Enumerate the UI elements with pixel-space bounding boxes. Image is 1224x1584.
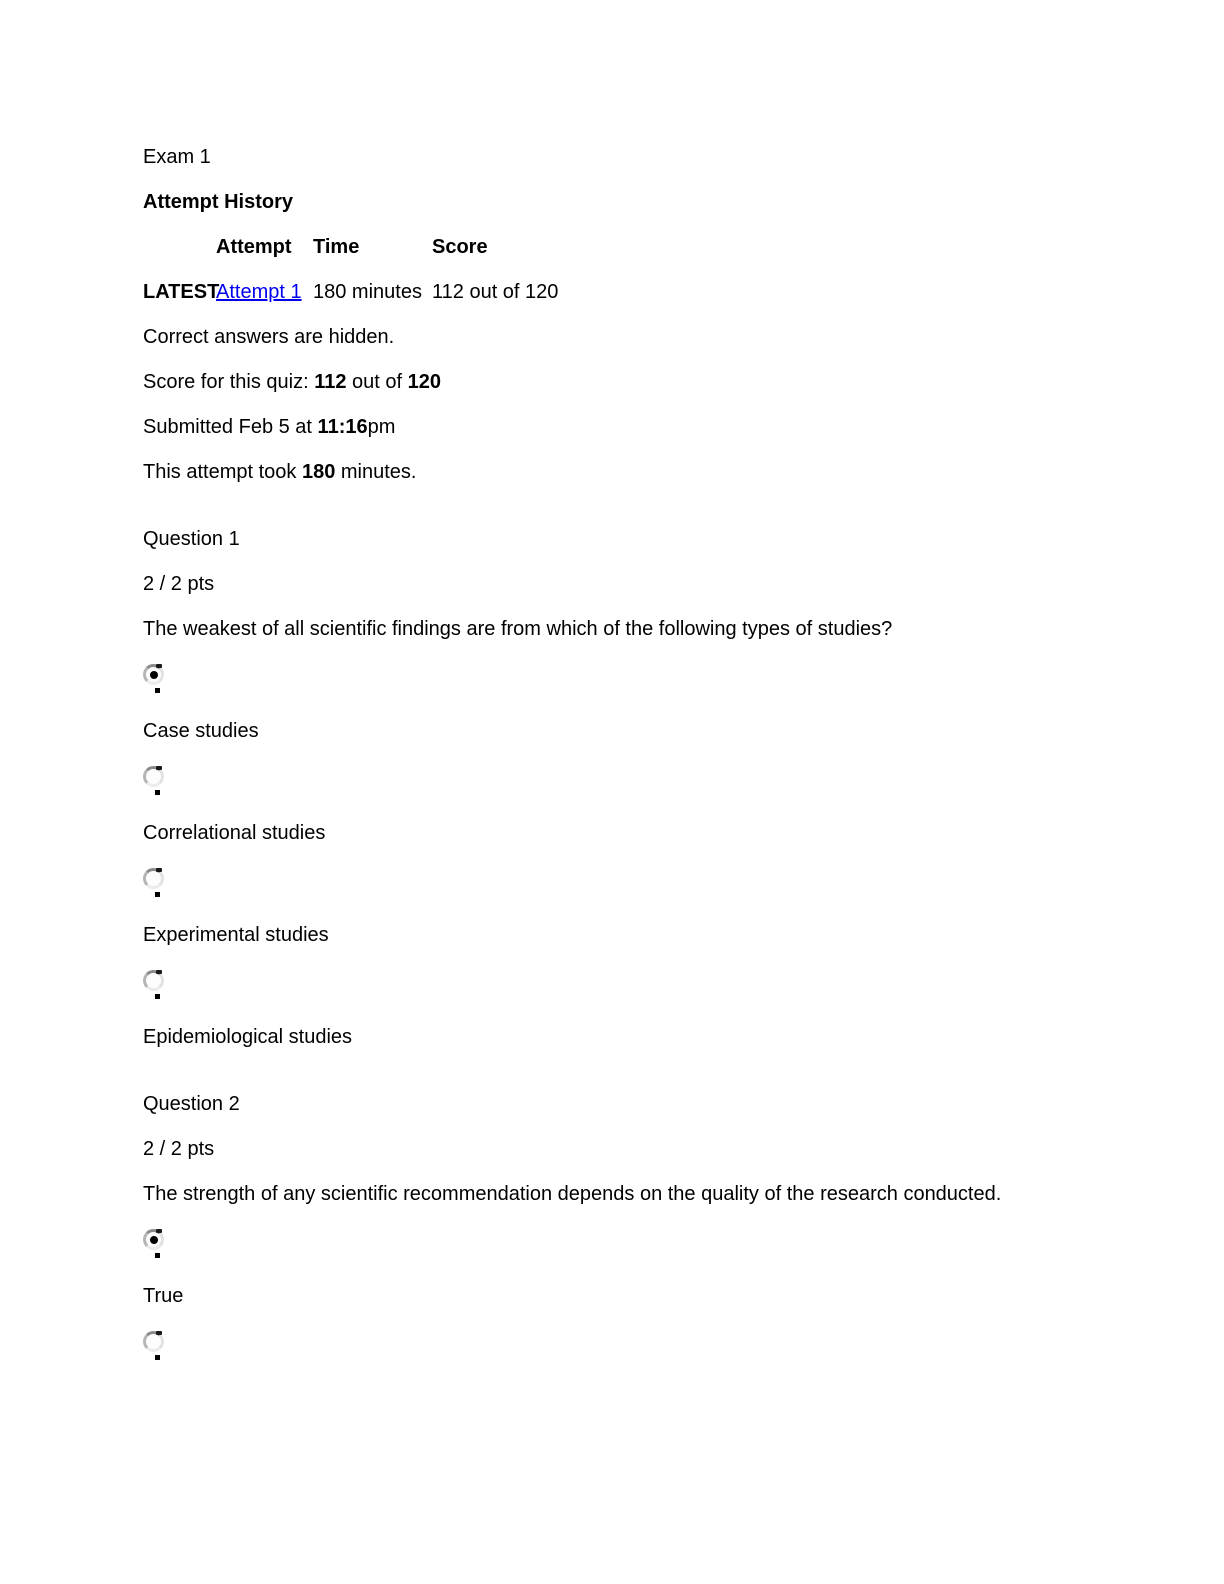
radio-stray-dot bbox=[155, 790, 160, 795]
quiz-score-total: 120 bbox=[407, 371, 441, 393]
question-2-title: Question 2 bbox=[143, 1093, 240, 1115]
q1-option-3-label: Experimental studies bbox=[143, 924, 329, 946]
attempt-duration-minutes: 180 bbox=[301, 461, 336, 483]
submitted-suffix: pm bbox=[367, 416, 396, 438]
attempt-latest-badge: LATEST bbox=[143, 281, 220, 303]
quiz-score-value: 112 bbox=[314, 371, 347, 393]
radio-stray-dot bbox=[155, 1253, 160, 1258]
radio-tick bbox=[156, 766, 162, 770]
question-1-text: The weakest of all scientific findings are from which of the following types of studies? bbox=[143, 618, 893, 640]
radio-q2-option-1-icon[interactable] bbox=[143, 1229, 165, 1251]
quiz-score-mid: out of bbox=[346, 371, 408, 393]
attempt-time-value: 180 minutes bbox=[313, 281, 422, 303]
attempt-duration-prefix: This attempt took bbox=[143, 461, 302, 483]
radio-q1-option-3-icon[interactable] bbox=[143, 868, 165, 890]
radio-tick bbox=[156, 1229, 162, 1233]
attempt-history-header-score: Score bbox=[432, 236, 488, 258]
radio-stray-dot bbox=[155, 892, 160, 897]
radio-tick bbox=[156, 868, 162, 872]
radio-dot bbox=[150, 671, 158, 679]
radio-dot bbox=[150, 1236, 158, 1244]
question-2-text: The strength of any scientific recommendation depends on the quality of the research conducted. bbox=[143, 1183, 1002, 1205]
radio-q1-option-1-icon[interactable] bbox=[143, 664, 165, 686]
attempt-history-header-attempt: Attempt bbox=[216, 236, 292, 258]
attempt-history-header-row bbox=[143, 237, 1164, 258]
radio-tick bbox=[156, 664, 162, 668]
radio-tick bbox=[156, 970, 162, 974]
page-title: Exam 1 bbox=[143, 146, 211, 168]
q1-option-4-label: Epidemiological studies bbox=[143, 1026, 353, 1048]
radio-q1-option-4-icon[interactable] bbox=[143, 970, 165, 992]
radio-q2-option-2-icon[interactable] bbox=[143, 1331, 165, 1353]
attempt-1-link[interactable]: Attempt 1 bbox=[216, 281, 302, 303]
attempt-history-heading: Attempt History bbox=[143, 191, 294, 213]
radio-stray-dot bbox=[155, 1355, 160, 1360]
q1-option-2-label: Correlational studies bbox=[143, 822, 326, 844]
submitted-prefix: Submitted Feb 5 at bbox=[143, 416, 318, 438]
question-1-title: Question 1 bbox=[143, 528, 240, 550]
radio-tick bbox=[156, 1331, 162, 1335]
attempt-history-header-time: Time bbox=[313, 236, 360, 258]
attempt-score-value: 112 out of 120 bbox=[432, 281, 559, 303]
attempt-duration-line bbox=[143, 462, 1164, 483]
attempt-duration-suffix: minutes. bbox=[335, 461, 417, 483]
quiz-score-line bbox=[143, 372, 1164, 393]
submitted-time: 11:16 bbox=[317, 416, 368, 438]
q1-option-1-label: Case studies bbox=[143, 720, 259, 742]
q2-option-1-label: True bbox=[143, 1285, 184, 1307]
attempt-history-row bbox=[143, 282, 1164, 303]
question-2-pts: 2 / 2 pts bbox=[143, 1138, 215, 1160]
quiz-score-prefix: Score for this quiz: bbox=[143, 371, 315, 393]
question-1-pts: 2 / 2 pts bbox=[143, 573, 215, 595]
radio-stray-dot bbox=[155, 688, 160, 693]
correct-answers-hidden-notice: Correct answers are hidden. bbox=[143, 326, 395, 348]
submitted-line bbox=[143, 417, 1164, 438]
radio-q1-option-2-icon[interactable] bbox=[143, 766, 165, 788]
radio-stray-dot bbox=[155, 994, 160, 999]
